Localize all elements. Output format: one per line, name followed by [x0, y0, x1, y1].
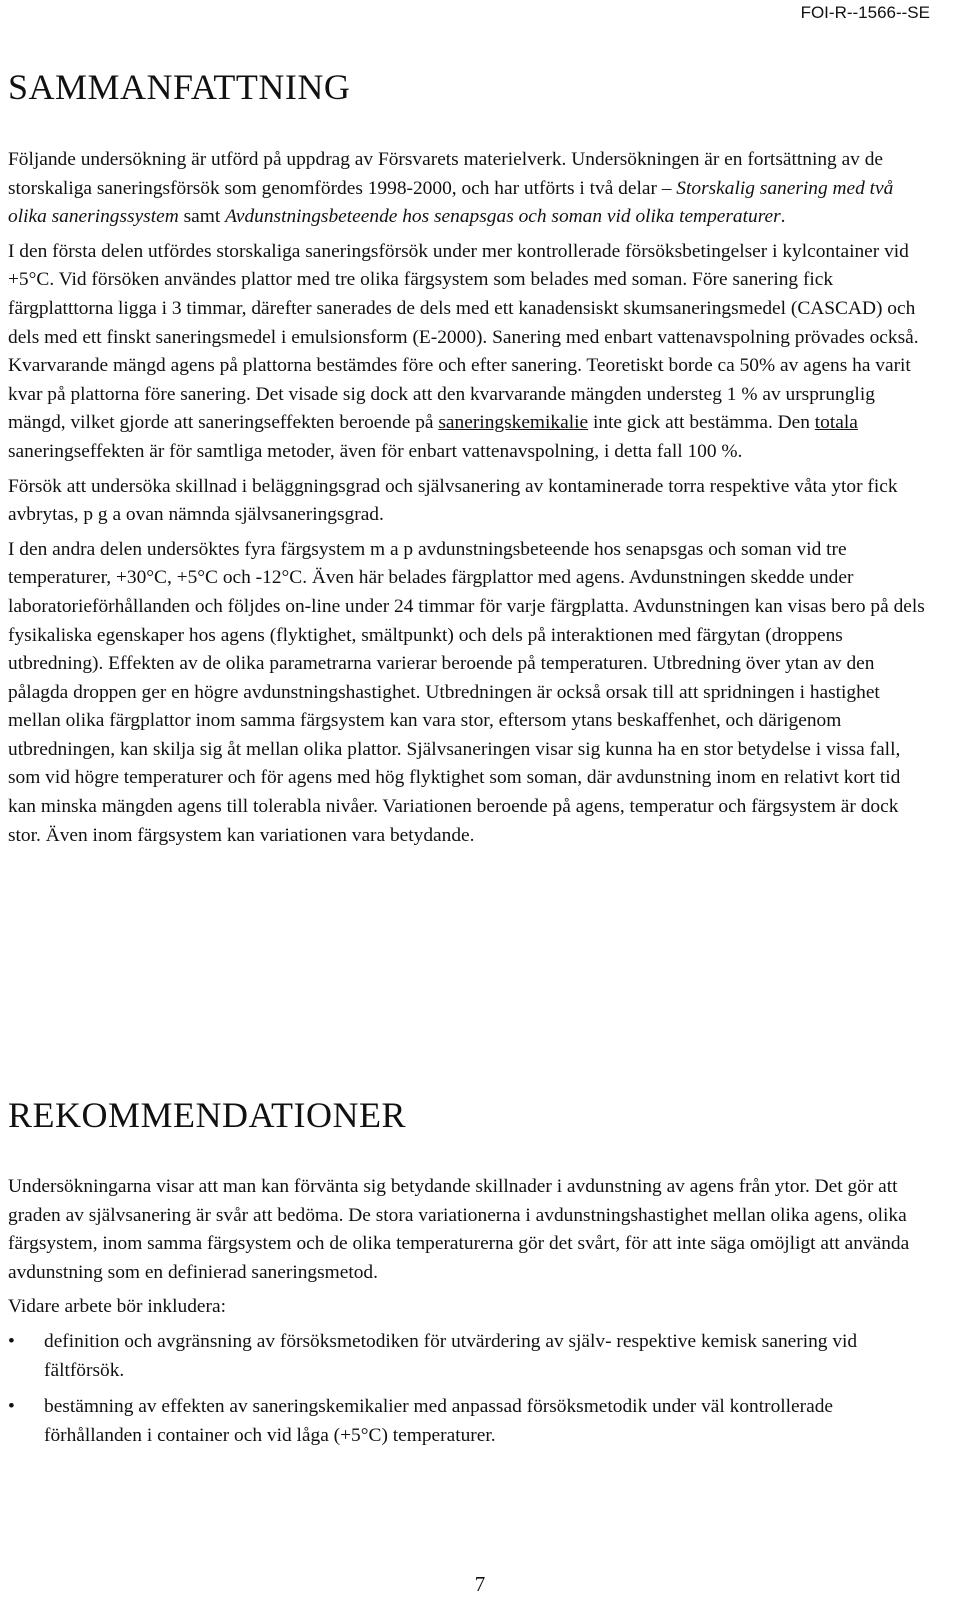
summary-p1-title-sanering: Storskalig sanering med två olika saneringssystem: [8, 177, 894, 228]
recommendations-heading: REKOMMENDATIONER: [8, 1095, 406, 1135]
summary-p1-text-e: .: [780, 206, 786, 228]
page-number: 7: [474, 1572, 486, 1596]
list-item: [8, 1328, 928, 1385]
recommendations-body: [8, 1173, 928, 1458]
document-id: FOI-R--1566--SE: [800, 3, 930, 22]
summary-body: [8, 146, 928, 856]
summary-p2-text-c: inte gick att bestämma. Den: [588, 412, 815, 434]
summary-heading: SAMMANFATTNING: [8, 67, 351, 107]
summary-p1-text-c: samt: [178, 206, 226, 228]
recommendations-intro: Vidare arbete bör inkludera:: [8, 1296, 226, 1318]
summary-p1-text-a: Följande undersökning är utförd på uppdrag av Försvarets materielverk. Undersökningen är en fortsättning av de storskaliga saneringsförsök som genomfördes 1998-2000, och har utförts i två delar –: [8, 149, 884, 199]
summary-paragraph-4: I den andra delen undersöktes fyra färgsystem m a p avdunstningsbeteende hos senapsgas och soman vid tre temperaturer, +30°C, +5°C och -12°C. Även här belades färgplattor med agens. Avdunstningen skedde under laboratorieförhållanden och följdes on-line under 24 timmar för varje färgplatta. Avdunstningen kan visas bero på dels fysikaliska egenskaper hos agens (flyktighet, smältpunkt) och dels på interaktionen med färgytan (droppens utbredning). Effekten av de olika parametrarna varierar beroende på temperaturen. Utbredning över ytan av den pålagda droppen ger en högre avdunstningshastighet. Utbredningen är också orsak till att spridningen i hastighet mellan olika färgplattor inom samma färgsystem kan vara stor, eftersom ytans beskaffenhet, och därigenom utbredningen, kan skilja sig åt mellan olika plattor. Självsaneringen visar sig kunna ha en stor betydelse i vissa fall, som vid högre temperaturer och för agens med hög flyktighet som soman, där avdunstning inom en relativt kort tid kan minska mängden agens till tolerabla nivåer. Variationen beroende på agens, temperatur och färgsystem är dock stor. Även inom färgsystem kan variationen vara betydande.: [8, 538, 925, 846]
bullet-text: definition och avgränsning av försöksmetodiken för utvärdering av själv- respektive kemisk sanering vid fältförsök.: [44, 1330, 858, 1381]
recommendations-paragraph-1: Undersökningarna visar att man kan förvänta sig betydande skillnader i avdunstning av agens från ytor. Det gör att graden av självsanering är svår att bedöma. De stora variationerna i avdunstningshastighet mellan olika agens, olika färgsystem, inom samma färgsystem och de olika temperaturerna gör det svårt, för att inte säga omöjligt att använda avdunstning som en definierad saneringsmetod.: [8, 1176, 910, 1283]
recommendations-bullet-list: [8, 1328, 928, 1450]
summary-p2-underlined-saneringskemikalie: saneringskemikalie: [438, 412, 589, 434]
bullet-icon: •: [8, 1330, 15, 1352]
bullet-icon: •: [8, 1396, 15, 1418]
summary-paragraph-1: [8, 146, 928, 232]
summary-p2-text-a: I den första delen utfördes storskaliga saneringsförsök under mer kontrollerade försöksbetingelser i kylcontainer vid +5°C. Vid försöken användes plattor med tre olika färgsystem som belades med soman. Före sanering fick färgplatttorna ligga i 3 timmar, därefter sanerades de dels med ett kanadensiskt skumsaneringsmedel (CASCAD) och dels med ett finskt saneringsmedel i emulsionsform (E-2000). Sanering med enbart vattenavspolning prövades också. Kvarvarande mängd agens på plattorna bestämdes före och efter sanering. Teoretiskt borde ca 50% av agens ha varit kvar på plattorna före sanering. Det visade sig dock att den kvarvarande mängden understeg 1 % av ursprunglig mängd, vilket gjorde att saneringseffekten beroende på: [8, 240, 919, 434]
summary-p2-text-e: saneringseffekten är för samtliga metoder, även för enbart vattenavspolning, i detta fall 100 %.: [8, 440, 743, 462]
summary-p1-title-avdunstning: Avdunstningsbeteende hos senapsgas och soman vid olika temperaturer: [225, 206, 781, 228]
bullet-text: bestämning av effekten av saneringskemikalier med anpassad försöksmetodik under väl kontrollerade förhållanden i container och vid låga (+5°C) temperaturer.: [44, 1396, 834, 1446]
list-item: [8, 1393, 928, 1450]
summary-paragraph-3: Försök att undersöka skillnad i beläggningsgrad och självsanering av kontaminerade torra respektive våta ytor fick avbrytas, p g a ovan nämnda självsaneringsgrad.: [8, 475, 898, 526]
summary-paragraph-2: [8, 238, 928, 467]
summary-p2-underlined-totala: totala: [814, 412, 858, 434]
